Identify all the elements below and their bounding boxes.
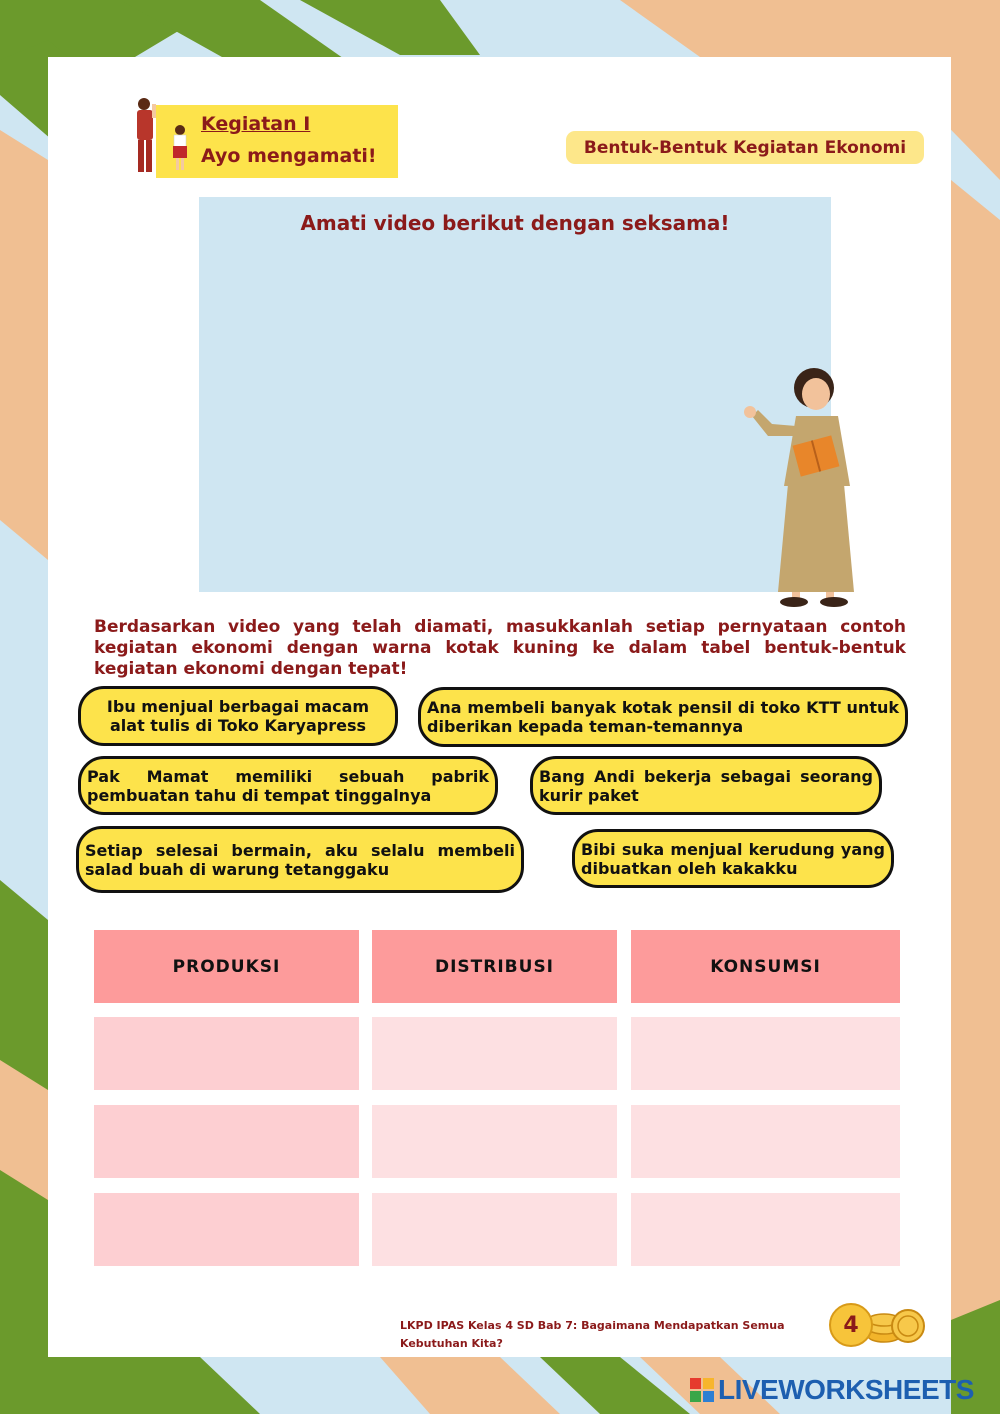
drop-cell-distribusi[interactable]	[372, 1193, 617, 1266]
liveworksheets-logo-text: LIVEWORKSHEETS	[718, 1374, 974, 1405]
liveworksheets-logo-icon	[690, 1378, 714, 1402]
table-header-konsumsi: KONSUMSI	[631, 930, 900, 1003]
statement-card[interactable]	[76, 826, 524, 893]
drop-cell-konsumsi[interactable]	[631, 1105, 900, 1178]
page-number-badge: 4	[829, 1303, 873, 1347]
statement-card-text: Bibi suka menjual kerudung yang dibuatkan oleh kakakku	[581, 839, 885, 878]
statement-card-text: Bang Andi bekerja sebagai seorang kurir paket	[539, 766, 873, 805]
teacher-illustration	[738, 366, 866, 610]
statement-card[interactable]	[530, 756, 882, 815]
footer-text: LKPD IPAS Kelas 4 SD Bab 7: Bagaimana Mendapatkan Semua Kebutuhan Kita?	[400, 1319, 785, 1350]
table-header-distribusi: DISTRIBUSI	[372, 930, 617, 1003]
drop-cell-konsumsi[interactable]	[631, 1193, 900, 1266]
liveworksheets-logo	[690, 1374, 974, 1406]
drop-cell-distribusi[interactable]	[372, 1105, 617, 1178]
drop-cell-produksi[interactable]	[94, 1105, 359, 1178]
drop-cell-konsumsi[interactable]	[631, 1017, 900, 1090]
drop-cell-produksi[interactable]	[94, 1017, 359, 1090]
drop-cell-produksi[interactable]	[94, 1193, 359, 1266]
video-player-area[interactable]	[199, 197, 831, 592]
statement-card[interactable]	[418, 687, 908, 747]
statement-card-text: Setiap selesai bermain, aku selalu membeli salad buah di warung tetanggaku	[85, 840, 515, 879]
table-header-produksi: PRODUKSI	[94, 930, 359, 1003]
topic-badge: Bentuk-Bentuk Kegiatan Ekonomi	[566, 131, 924, 164]
statement-card-text: Ana membeli banyak kotak pensil di toko KTT untuk diberikan kepada teman-temannya	[427, 698, 899, 736]
statement-card-text: Pak Mamat memiliki sebuah pabrik pembuatan tahu di tempat tinggalnya	[87, 766, 489, 805]
statement-card[interactable]	[78, 756, 498, 815]
drop-cell-distribusi[interactable]	[372, 1017, 617, 1090]
statement-card[interactable]	[78, 686, 398, 746]
video-prompt: Amati video berikut dengan seksama!	[300, 211, 730, 235]
statement-card[interactable]	[572, 829, 894, 888]
activity-subtitle: Ayo mengamati!	[201, 145, 377, 167]
teacher-student-illustration	[130, 96, 200, 178]
activity-title: Kegiatan I	[201, 113, 311, 135]
statement-card-text: Ibu menjual berbagai macam alat tulis di Toko Karyapress	[106, 697, 370, 735]
instruction-text: Berdasarkan video yang telah diamati, masukkanlah setiap pernyataan contoh kegiatan ekonomi dengan warna kotak kuning ke dalam tabel bentuk-bentuk kegiatan ekonomi dengan tepat!	[94, 617, 906, 679]
